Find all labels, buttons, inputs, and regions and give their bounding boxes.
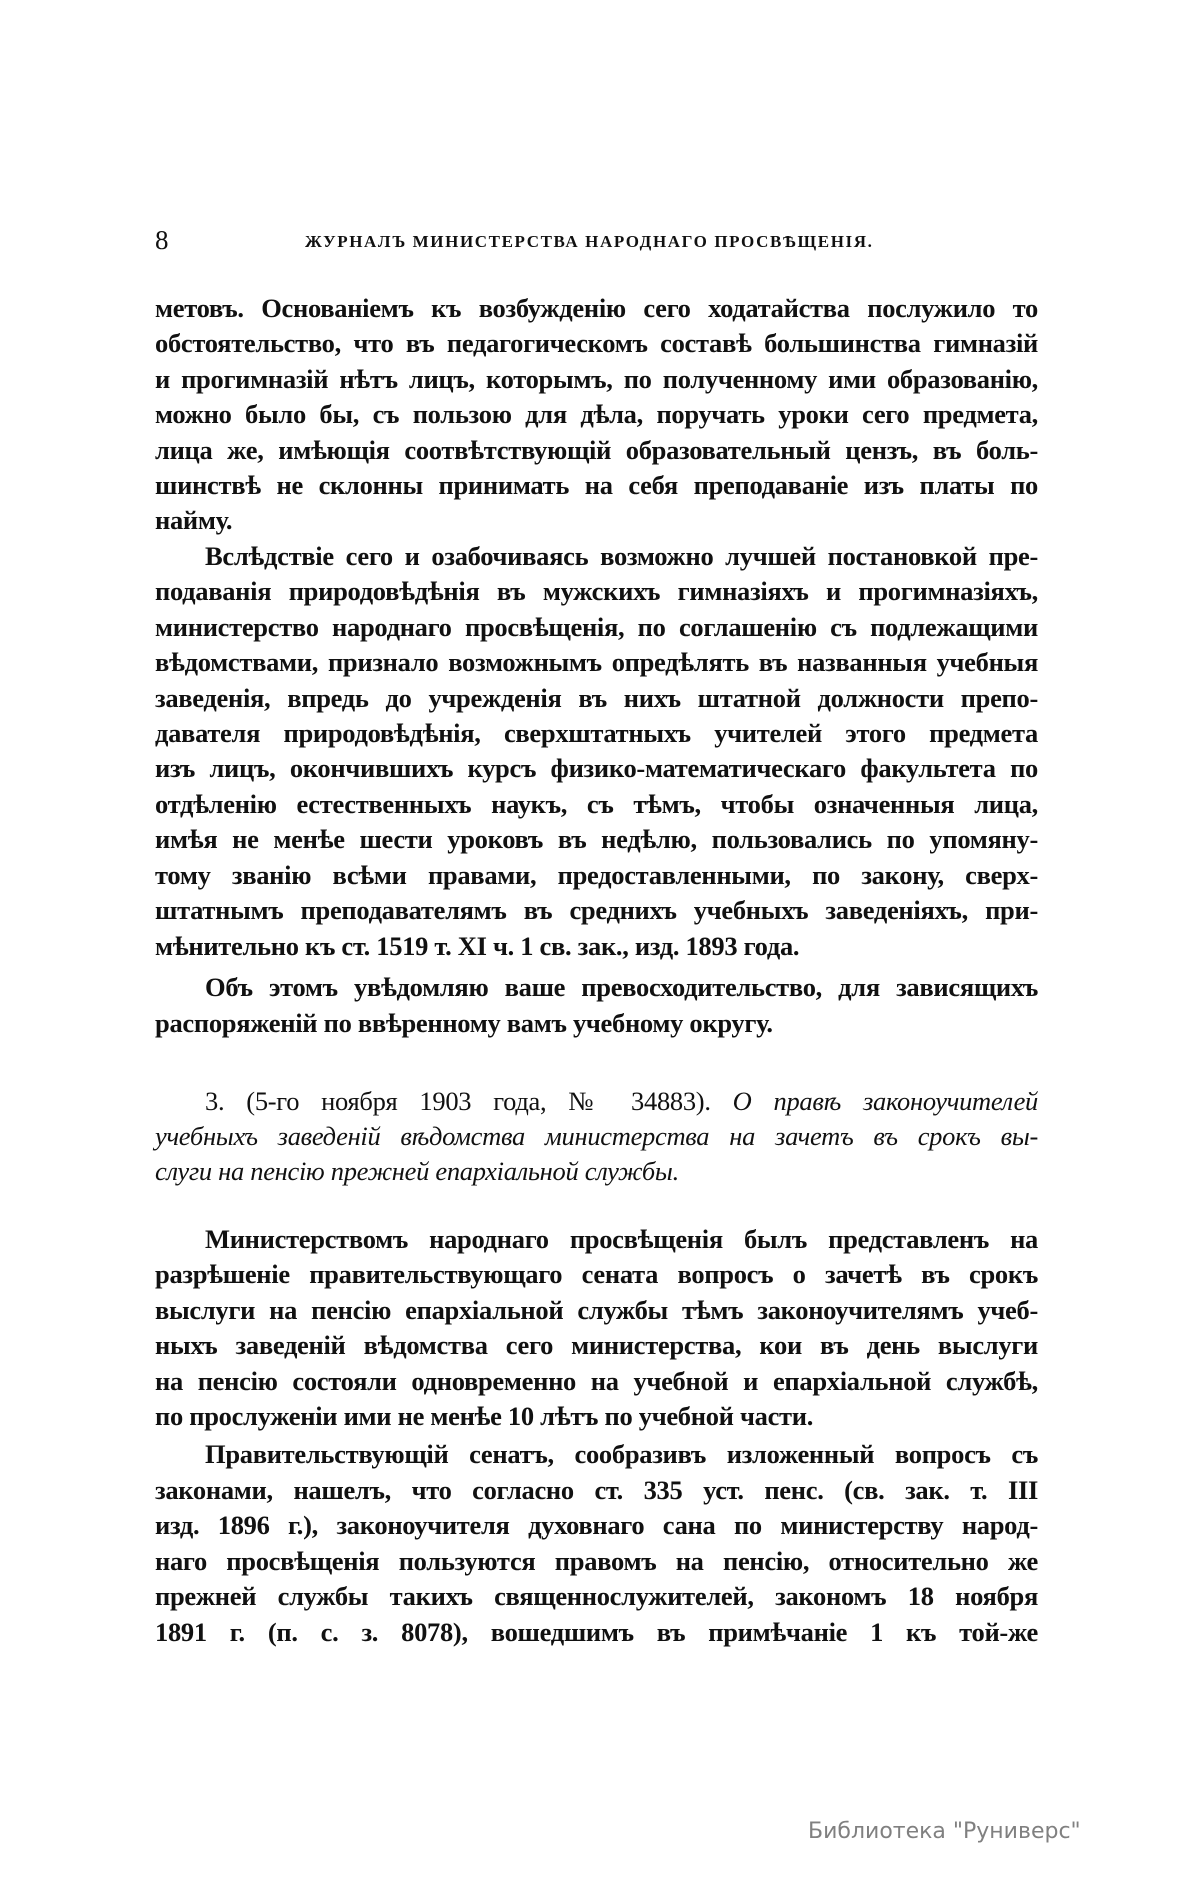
library-watermark: Библиотека "Руниверс" <box>808 1819 1081 1844</box>
text-line: законами, нашелъ, что согласно ст. 335 уст. пенс. (св. зак. т. III <box>155 1475 1038 1505</box>
running-head <box>155 222 1038 262</box>
section-title-line: учебныхъ заведеній вѣдомства министерства на зачетъ въ срокъ вы- <box>155 1121 1038 1151</box>
text-line: по прослуженіи ими не менѣе 10 лѣтъ по учебной части. <box>155 1401 814 1431</box>
text-line: и прогимназій нѣтъ лицъ, которымъ, по полученному ими образованію, <box>155 364 1038 394</box>
text-line: ныхъ заведеній вѣдомства сего министерства, кои въ день выслуги <box>155 1330 1038 1360</box>
text-line: заведенія, впредь до учрежденія въ нихъ штатной должности препо- <box>155 683 1038 713</box>
text-line: найму. <box>155 505 233 535</box>
text-line: можно было бы, съ пользою для дѣла, поручать уроки сего предмета, <box>155 399 1038 429</box>
journal-title: ЖУРНАЛЪ МИНИСТЕРСТВА НАРОДНАГО ПРОСВѢЩЕНІЯ. <box>305 232 874 251</box>
text-line: изд. 1896 г.), законоучителя духовнаго сана по министерству народ- <box>155 1510 1038 1540</box>
text-line: вѣдомствами, признало возможнымъ опредѣлять въ названныя учебныя <box>155 647 1038 677</box>
text-line: разрѣшеніе правительствующаго сената вопросъ о зачетѣ въ срокъ <box>155 1259 1038 1289</box>
text-line: Министерствомъ народнаго просвѣщенія былъ представленъ на <box>205 1224 1038 1254</box>
section-title: О правѣ законоучителей <box>732 1086 1038 1116</box>
text-line: подаванія природовѣдѣнія въ мужскихъ гимназіяхъ и прогимназіяхъ, <box>155 576 1038 606</box>
text-line: изъ лицъ, окончившихъ курсъ физико-математическаго факультета по <box>155 753 1038 783</box>
section-heading-line <box>205 1083 1038 1119</box>
text-line: наго просвѣщенія пользуются правомъ на пенсію, относительно же <box>155 1546 1038 1576</box>
text-line: Правительствующій сенатъ, сообразивъ изложенный вопросъ съ <box>205 1439 1038 1469</box>
text-line: тому званію всѣми правами, предоставленными, по закону, сверх- <box>155 860 1038 890</box>
text-line: давателя природовѣдѣнія, сверхштатныхъ учителей этого предмета <box>155 718 1038 748</box>
text-line: распоряженій по ввѣренному вамъ учебному округу. <box>155 1008 773 1038</box>
text-line: шинствѣ не склонны принимать на себя преподаваніе изъ платы по <box>155 470 1038 500</box>
text-line: обстоятельство, что въ педагогическомъ составѣ большинства гимназій <box>155 328 1038 358</box>
text-line: лица же, имѣющія соотвѣтствующій образовательный цензъ, въ боль- <box>155 435 1038 465</box>
text-line: прежней службы такихъ священнослужителей, закономъ 18 ноября <box>155 1581 1038 1611</box>
text-line: Объ этомъ увѣдомляю ваше превосходительство, для зависящихъ <box>205 972 1038 1002</box>
section-number-date: 3. (5-го ноября 1903 года, № 34883). <box>205 1086 711 1116</box>
text-line: 1891 г. (п. с. з. 8078), вошедшимъ въ примѣчаніе 1 къ той-же <box>155 1617 1038 1647</box>
text-line: штатнымъ преподавателямъ въ среднихъ учебныхъ заведеніяхъ, при- <box>155 895 1038 925</box>
text-line: выслуги на пенсію епархіальной службы тѣмъ законоучителямъ учеб- <box>155 1295 1038 1325</box>
text-line: мѣнительно къ ст. 1519 т. XI ч. 1 св. зак., изд. 1893 года. <box>155 931 800 961</box>
text-line: на пенсію состояли одновременно на учебной и епархіальной службѣ, <box>155 1366 1038 1396</box>
text-line: отдѣленію естественныхъ наукъ, съ тѣмъ, чтобы означенныя лица, <box>155 789 1038 819</box>
text-line: имѣя не менѣе шести уроковъ въ недѣлю, пользовались по упомяну- <box>155 824 1038 854</box>
text-line: метовъ. Основаніемъ къ возбужденію сего ходатайства послужило то <box>155 293 1038 323</box>
text-line: министерство народнаго просвѣщенія, по соглашенію съ подлежащими <box>155 612 1038 642</box>
section-title-line: слуги на пенсію прежней епархіальной службы. <box>155 1156 679 1186</box>
page-number: 8 <box>155 225 169 255</box>
text-line: Вслѣдствіе сего и озабочиваясь возможно лучшей постановкой пре- <box>205 541 1038 571</box>
